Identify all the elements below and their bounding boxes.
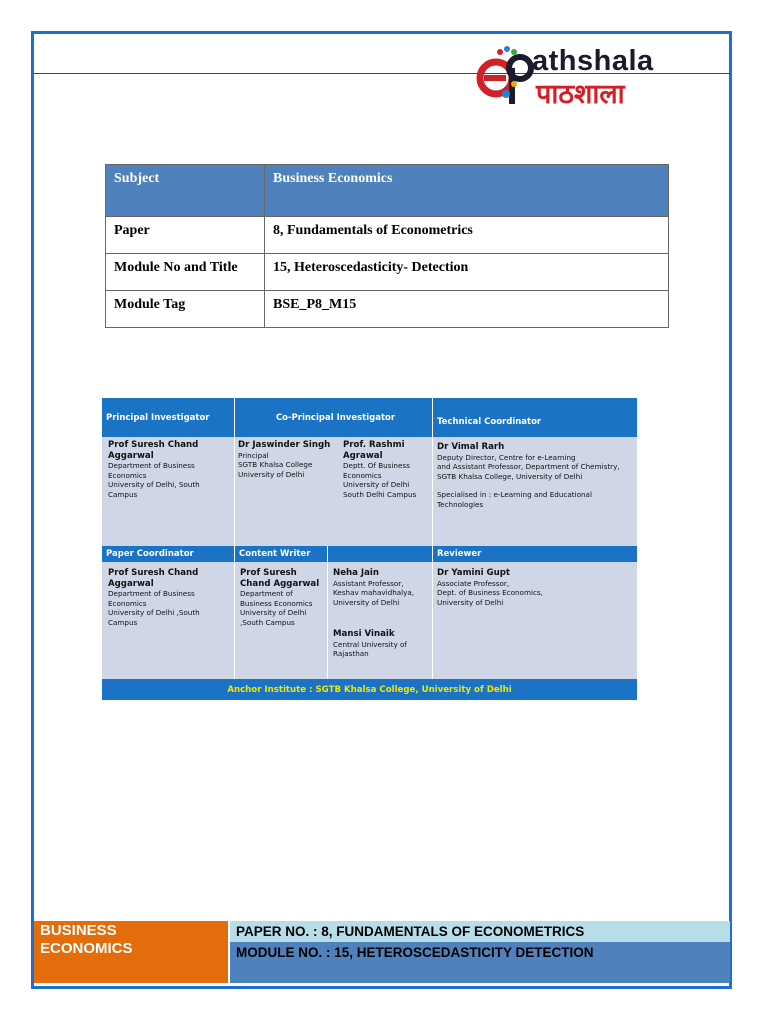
writer3-name: Mansi Vinaik xyxy=(333,629,395,639)
module-tag-label: Module Tag xyxy=(106,291,265,328)
tech-name: Dr Vimal Rarh xyxy=(437,442,505,452)
page-footer xyxy=(34,921,730,983)
table-row xyxy=(106,254,669,291)
paper-coordinator-entry xyxy=(108,568,230,627)
subject-value: Business Economics xyxy=(265,165,669,217)
pi-entry xyxy=(108,440,230,499)
reviewer-header: Reviewer xyxy=(433,546,637,562)
content-writer-header: Content Writer xyxy=(235,546,327,562)
module-info-table xyxy=(105,164,669,328)
column-divider xyxy=(327,546,328,679)
column-divider xyxy=(234,546,235,679)
logo-text-hindi: पाठशाला xyxy=(536,79,625,110)
copi2-name: Prof. Rashmi Agrawal xyxy=(343,440,405,461)
copi1-name: Dr Jaswinder Singh xyxy=(238,440,331,450)
footer-module-number: MODULE NO. : 15, HETEROSCEDASTICITY DETECTION xyxy=(230,942,730,983)
principal-investigator-header: Principal Investigator xyxy=(102,398,234,437)
co-principal-header: Co-Principal Investigator xyxy=(235,398,432,437)
module-title-value: 15, Heteroscedasticity- Detection xyxy=(265,254,669,291)
reviewer-details: Associate Professor, Dept. of Business Economics, University of Delhi xyxy=(437,578,543,607)
anchor-institute-bar: Anchor Institute : SGTB Khalsa College, University of Delhi xyxy=(102,679,637,700)
content-writer-name: Prof Suresh Chand Aggarwal xyxy=(240,568,320,589)
tech-details: Deputy Director, Centre for e-Learning and Assistant Professor, Department of Chemistry, SGTB Khalsa College, University of Delhi xyxy=(437,452,620,481)
logo-text-english: athshala xyxy=(532,45,654,77)
epathshala-logo xyxy=(476,42,706,114)
subject-label: Subject xyxy=(106,165,265,217)
footer-subject-line2: ECONOMICS xyxy=(40,940,133,957)
module-tag-value: BSE_P8_M15 xyxy=(265,291,669,328)
team-credits-panel xyxy=(102,398,637,700)
table-row xyxy=(106,165,669,217)
paper-label: Paper xyxy=(106,217,265,254)
paper-value: 8, Fundamentals of Econometrics xyxy=(265,217,669,254)
column-divider xyxy=(234,398,235,546)
copi2-details: Deptt. Of Business Economics University of Delhi South Delhi Campus xyxy=(343,461,417,499)
paper-coordinator-name: Prof Suresh Chand Aggarwal xyxy=(108,568,199,589)
copi2-entry xyxy=(343,440,429,499)
writer2-entry xyxy=(333,568,431,607)
technical-coordinator-header: Technical Coordinator xyxy=(433,398,637,437)
pi-details: Department of Business Economics University of Delhi, South Campus xyxy=(108,461,200,499)
paper-coordinator-header: Paper Coordinator xyxy=(102,546,234,562)
footer-paper-number: PAPER NO. : 8, FUNDAMENTALS OF ECONOMETRICS xyxy=(230,921,730,942)
footer-subject-line1: BUSINESS xyxy=(40,922,117,939)
content-writer-details: Department of Business Economics University of Delhi ,South Campus xyxy=(240,589,313,627)
tech-entry xyxy=(437,442,627,509)
writer2-name: Neha Jain xyxy=(333,568,379,578)
table-row xyxy=(106,291,669,328)
copi1-details: Principal SGTB Khalsa College University of Delhi xyxy=(238,450,313,479)
reviewer-entry xyxy=(437,568,627,607)
reviewer-name: Dr Yamini Gupt xyxy=(437,568,510,578)
copi1-entry xyxy=(238,440,338,479)
content-writer-header-blank xyxy=(328,546,432,562)
writer3-details: Central University of Rajasthan xyxy=(333,639,407,658)
paper-coordinator-details: Department of Business Economics University of Delhi ,South Campus xyxy=(108,589,200,627)
pi-name: Prof Suresh Chand Aggarwal xyxy=(108,440,199,461)
tech-specialisation: Specialised in : e-Learning and Educational Technologies xyxy=(437,490,592,509)
footer-subject-block xyxy=(34,921,228,983)
column-divider xyxy=(432,546,433,679)
module-title-label: Module No and Title xyxy=(106,254,265,291)
column-divider xyxy=(432,398,433,546)
content-writer-entry xyxy=(240,568,324,627)
writer3-entry xyxy=(333,629,431,659)
writer2-details: Assistant Professor, Keshav mahavidhalya, University of Delhi xyxy=(333,578,415,607)
table-row xyxy=(106,217,669,254)
